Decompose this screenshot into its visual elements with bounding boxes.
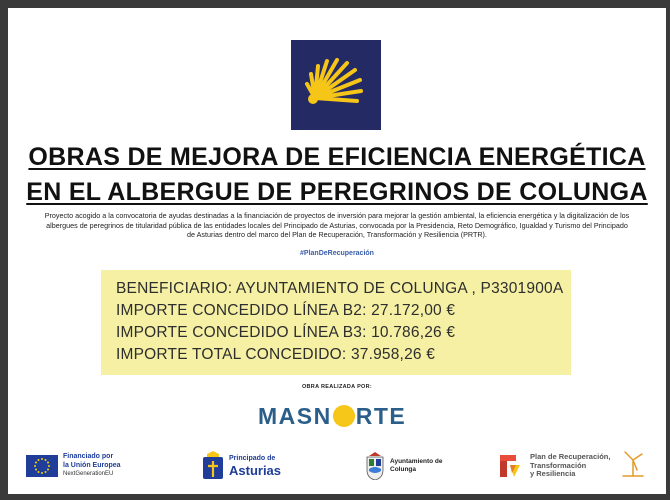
contractor-name-part2: RTE bbox=[355, 402, 407, 429]
intro-line: Proyecto acogido a la convocatoria de ayudas destinadas a la financiación de proyectos de inversión para mejorar la gestión ambiental, la eficiencia energética y la digitalización de los bbox=[44, 211, 630, 220]
intro-line: de Asturias dentro del marco del Plan de Recuperación, Transformación y Resiliencia (PRTR). bbox=[187, 230, 487, 239]
asturias-text bbox=[229, 455, 281, 478]
eu-line1: Financiado por bbox=[63, 453, 114, 461]
asturias-line1: Principado de bbox=[229, 454, 276, 462]
eu-flag-icon bbox=[26, 455, 58, 477]
colunga-shield-icon bbox=[366, 452, 384, 480]
project-sign bbox=[8, 8, 666, 494]
prtr-logo-icon bbox=[498, 453, 524, 479]
colunga-line1: Ayuntamiento de bbox=[390, 458, 443, 465]
intro-text bbox=[18, 211, 656, 240]
importe-b3-text: IMPORTE CONCEDIDO LÍNEA B3: 10.786,26 € bbox=[116, 324, 456, 341]
hashtag: #PlanDeRecuperación bbox=[300, 250, 374, 257]
prtr-text bbox=[530, 453, 610, 479]
importe-b2-text: IMPORTE CONCEDIDO LÍNEA B2: 27.172,00 € bbox=[116, 302, 456, 319]
beneficiario-text: BENEFICIARIO: AYUNTAMIENTO DE COLUNGA , P3301900A bbox=[116, 280, 564, 297]
asturias-line2: Asturias bbox=[229, 462, 282, 478]
prtr-line2: Transformación bbox=[530, 460, 587, 470]
obra-realizada-label: OBRA REALIZADA POR: bbox=[301, 384, 373, 390]
intro-line: albergues de peregrinos de titularidad pública de las entidades locales del Principado de Asturias, convocada por la Presidencia, Reto Demográfico, Igualdad y Turismo del Principado bbox=[46, 220, 628, 230]
eu-line2: la Unión Europea bbox=[63, 461, 121, 469]
title-line-2: EN EL ALBERGUE DE PEREGRINOS DE COLUNGA bbox=[26, 178, 648, 206]
eu-text bbox=[63, 453, 121, 479]
sun-icon bbox=[333, 405, 355, 427]
asturias-logo bbox=[203, 448, 281, 484]
contractor-logo bbox=[258, 398, 406, 434]
funding-panel bbox=[101, 270, 571, 375]
importe-total-text: IMPORTE TOTAL CONCEDIDO: 37.958,26 € bbox=[116, 346, 436, 363]
title-line-1: OBRAS DE MEJORA DE EFICIENCIA ENERGÉTICA bbox=[28, 143, 646, 171]
eu-funding-logo bbox=[26, 448, 121, 484]
windmill-icon bbox=[620, 448, 646, 478]
contractor-name-part1: MASN bbox=[258, 402, 332, 429]
prtr-line1: Plan de Recuperación, bbox=[530, 452, 611, 462]
colunga-logo bbox=[366, 448, 443, 484]
prtr-logo bbox=[498, 448, 610, 484]
colunga-line2: Colunga bbox=[390, 466, 416, 473]
asturias-cross-icon bbox=[203, 451, 223, 481]
eu-line3: NextGenerationEU bbox=[63, 471, 114, 478]
prtr-line3: y Resiliencia bbox=[530, 469, 576, 479]
camino-shell-icon bbox=[291, 40, 381, 130]
colunga-text bbox=[390, 458, 443, 474]
